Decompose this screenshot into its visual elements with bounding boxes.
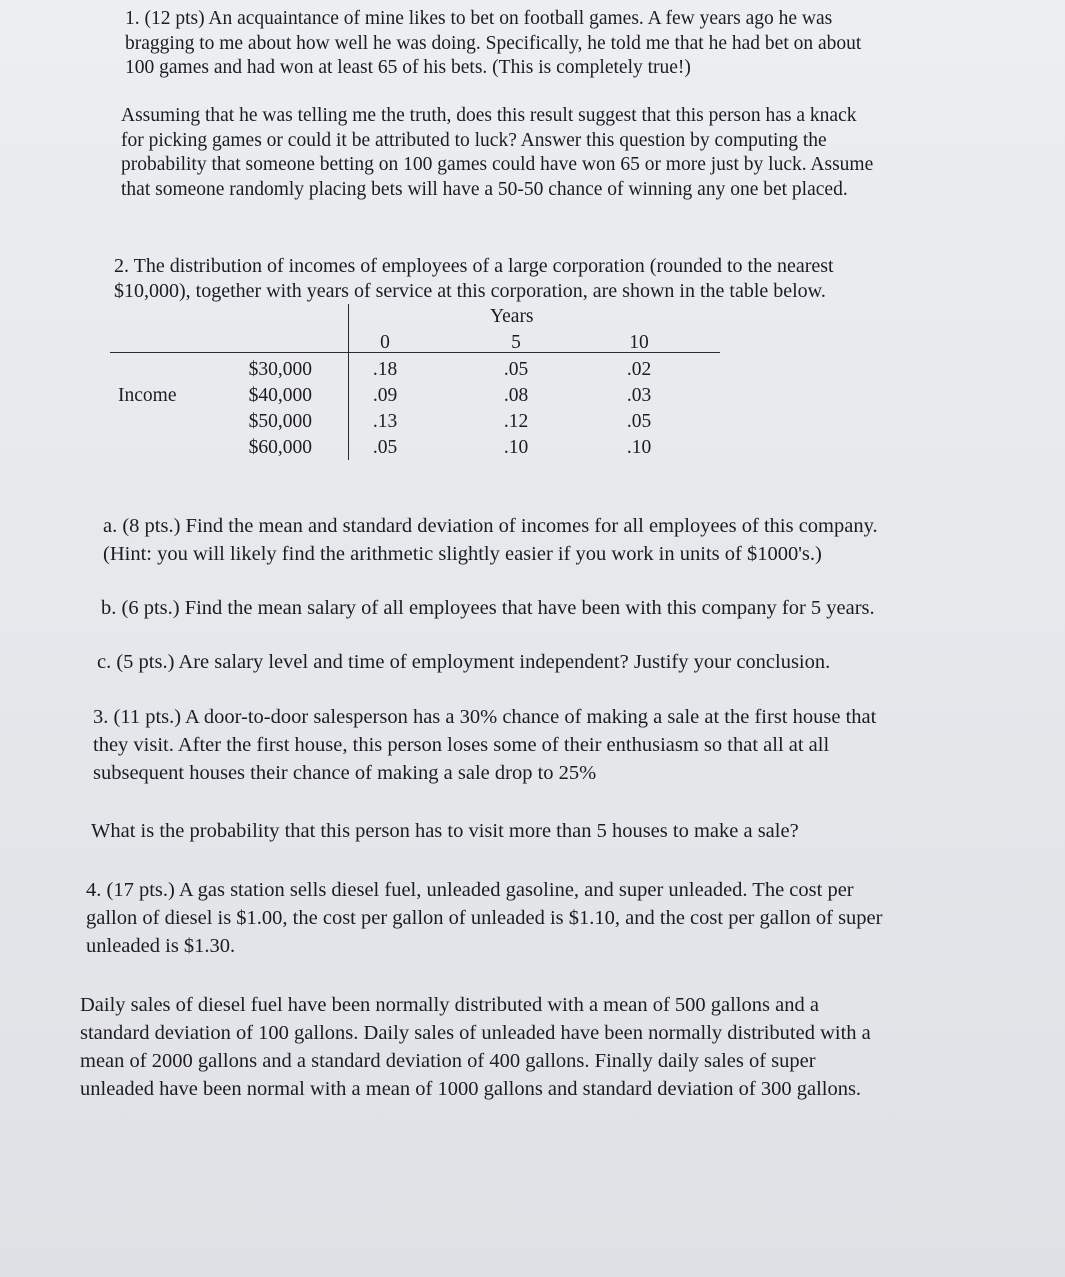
q3-prompt [93,703,876,787]
table-cell: .08 [503,385,529,406]
table-cell: .10 [503,437,529,458]
q2-part-c: c. (5 pts.) Are salary level and time of employment independent? Justify your conclusion. [97,651,831,673]
q2-part-b: b. (6 pts.) Find the mean salary of all employees that have been with this company for 5 years. [101,597,875,619]
row-label-50000: $50,000 [248,411,312,432]
table-cell: .02 [626,359,652,380]
q1-body-line-4: that someone randomly placing bets will have a 50-50 chance of winning any one bet placed. [121,178,848,200]
table-cell: .05 [503,359,529,380]
row-label-40000: $40,000 [248,385,312,406]
row-header-income: Income [118,385,177,406]
q4-line-2: gallon of diesel is $1.00, the cost per gallon of unleaded is $1.10, and the cost per gallon of super [86,907,883,929]
table-cell: .05 [372,437,398,458]
q3-line-3: subsequent houses their chance of making a sale drop to 25% [93,762,597,784]
q3-question: What is the probability that this person has to visit more than 5 houses to make a sale? [91,820,799,842]
table-cell: .09 [372,385,398,406]
q2-part-a [103,512,878,568]
q2-intro [114,254,834,304]
q1-body-line-3: probability that someone betting on 100 games could have won 65 or more just by luck. Assume [121,154,874,175]
table-header-rule [110,352,720,353]
q1-body [121,104,873,202]
row-label-60000: $60,000 [248,437,312,458]
table-cell: .13 [372,411,398,432]
q2-part-a-line-2: (Hint: you will likely find the arithmetic slightly easier if you work in units of $1000's.) [103,543,822,565]
q4-line-1: 4. (17 pts.) A gas station sells diesel fuel, unleaded gasoline, and super unleaded. The cost per [86,879,854,901]
q4-prompt [86,876,882,960]
q3-line-1: 3. (11 pts.) A door-to-door salesperson has a 30% chance of making a sale at the first house that [93,706,877,728]
table-cell: .10 [626,437,652,458]
col-value-10: 10 [629,332,649,353]
q4-body-line-2: standard deviation of 100 gallons. Daily sales of unleaded have been normally distributed with a [80,1022,871,1044]
q4-body-line-3: mean of 2000 gallons and a standard deviation of 400 gallons. Finally daily sales of super [80,1050,816,1072]
q4-body [80,991,871,1103]
q2-intro-line-1: 2. The distribution of incomes of employees of a large corporation (rounded to the nearest [114,255,834,277]
table-cell: .12 [503,411,529,432]
col-value-0: 0 [380,332,390,353]
table-vertical-rule [348,304,349,460]
q2-intro-line-2: $10,000), together with years of service at this corporation, are shown in the table below. [114,280,826,302]
q1-prompt [125,7,861,81]
income-years-table [110,304,725,464]
table-cell: .18 [372,359,398,380]
q4-body-line-4: unleaded have been normal with a mean of 1000 gallons and standard deviation of 300 gallons. [80,1078,862,1100]
q2-part-a-line-1: a. (8 pts.) Find the mean and standard deviation of incomes for all employees of this company. [103,515,878,537]
q4-line-3: unleaded is $1.30. [86,935,236,957]
q1-body-line-1: Assuming that he was telling me the truth, does this result suggest that this person has a knack [121,105,857,126]
q3-line-2: they visit. After the first house, this person loses some of their enthusiasm so that all at all [93,734,830,756]
col-value-5: 5 [511,332,521,353]
table-cell: .03 [626,385,652,406]
q1-line-2: bragging to me about how well he was doing. Specifically, he told me that he had bet on about [125,32,862,54]
row-label-30000: $30,000 [248,359,312,380]
table-cell: .05 [626,411,652,432]
q4-body-line-1: Daily sales of diesel fuel have been normally distributed with a mean of 500 gallons and a [80,994,819,1016]
col-header-years: Years [490,306,534,327]
q1-line-1: 1. (12 pts) An acquaintance of mine likes to bet on football games. A few years ago he was [125,8,833,29]
q1-line-3: 100 games and had won at least 65 of his bets. (This is completely true!) [125,57,691,78]
q1-body-line-2: for picking games or could it be attributed to luck? Answer this question by computing the [121,129,827,151]
